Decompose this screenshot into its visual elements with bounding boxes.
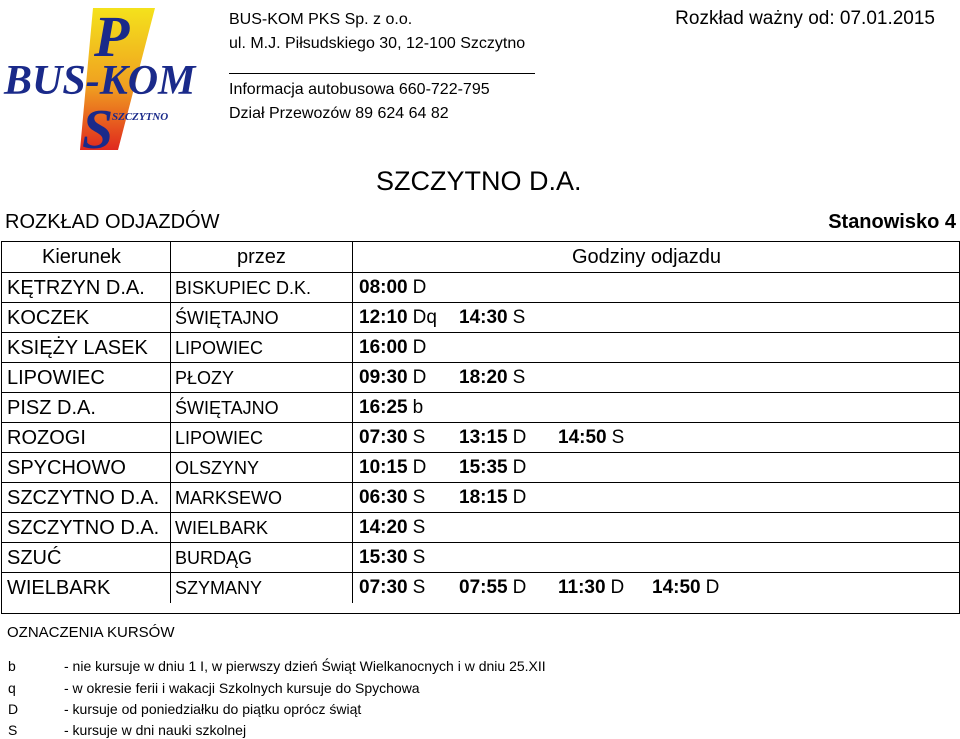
departure-hour: 12:10 <box>359 307 408 328</box>
column-divider <box>170 513 171 543</box>
column-divider <box>170 453 171 483</box>
departure-hour: 14:50 <box>558 427 607 448</box>
table-row <box>2 452 959 483</box>
row-direction: LIPOWIEC <box>7 367 105 389</box>
row-via: SZYMANY <box>175 578 263 598</box>
departure-code: S <box>412 547 426 568</box>
departure-hour: 06:30 <box>359 487 408 508</box>
departure-time <box>558 573 624 603</box>
logo-letter-s: S <box>82 99 114 160</box>
departure-hour: 14:30 <box>459 307 508 328</box>
departure-code: D <box>705 577 720 598</box>
validity-date: Rozkład ważny od: 07.01.2015 <box>675 8 935 29</box>
departure-hour: 18:15 <box>459 487 508 508</box>
departure-hour: 14:50 <box>652 577 701 598</box>
departure-time <box>459 453 526 483</box>
departure-time <box>459 363 525 393</box>
departure-code: D <box>512 457 527 478</box>
column-divider <box>352 242 353 272</box>
departure-code: D <box>610 577 625 598</box>
row-via: BISKUPIEC D.K. <box>175 278 312 298</box>
departure-time <box>359 363 426 393</box>
legend-code: q <box>8 680 16 696</box>
legend-text: - nie kursuje w dniu 1 I, w pierwszy dzień Świąt Wielkanocnych i w dniu 25.XII <box>64 658 546 674</box>
departure-hour: 07:30 <box>359 577 408 598</box>
departure-time <box>359 303 437 333</box>
departure-time <box>359 573 425 603</box>
bus-info: Informacja autobusowa 660-722-795 <box>229 81 490 98</box>
departure-time <box>359 543 425 573</box>
departure-hour: 16:25 <box>359 397 408 418</box>
row-direction: PISZ D.A. <box>7 397 96 419</box>
column-divider <box>170 483 171 513</box>
page-title: ROZKŁAD ODJAZDÓW <box>5 211 220 233</box>
row-via: WIELBARK <box>175 518 269 538</box>
header-via: przez <box>237 246 286 268</box>
departure-time <box>359 453 426 483</box>
departure-code: D <box>412 337 427 358</box>
departure-time <box>359 333 426 363</box>
legend-title: OZNACZENIA KURSÓW <box>7 624 175 641</box>
departure-time <box>459 423 526 453</box>
departure-code: D <box>412 457 427 478</box>
logo-bus-kom: BUS-KOM <box>4 58 196 104</box>
row-via: OLSZYNY <box>175 458 260 478</box>
transport-dept: Dział Przewozów 89 624 64 82 <box>229 105 449 122</box>
row-via: MARKSEWO <box>175 488 283 508</box>
column-divider <box>170 543 171 573</box>
row-via: ŚWIĘTAJNO <box>175 398 279 418</box>
departure-code: S <box>611 427 625 448</box>
table-row <box>2 362 959 393</box>
departure-code: S <box>512 367 526 388</box>
legend-text: - w okresie ferii i wakacji Szkolnych kursuje do Spychowa <box>64 680 420 696</box>
departure-time <box>359 483 425 513</box>
column-divider <box>170 333 171 363</box>
column-divider <box>170 242 171 272</box>
row-via: LIPOWIEC <box>175 428 264 448</box>
column-divider <box>352 303 353 333</box>
column-divider <box>352 273 353 303</box>
row-via: ŚWIĘTAJNO <box>175 308 279 328</box>
row-direction: SZCZYTNO D.A. <box>7 487 160 509</box>
departure-time <box>459 483 526 513</box>
platform-label: Stanowisko 4 <box>828 211 956 233</box>
column-divider <box>352 333 353 363</box>
departure-code: S <box>512 307 526 328</box>
legend-text: - kursuje w dni nauki szkolnej <box>64 722 247 738</box>
column-divider <box>170 573 171 603</box>
legend-code: b <box>8 658 16 674</box>
departure-hour: 08:00 <box>359 277 408 298</box>
departure-code: D <box>412 277 427 298</box>
departure-time <box>359 393 423 423</box>
legend-code: D <box>8 701 19 717</box>
logo-letter-p: P <box>94 4 130 69</box>
departure-hour: 16:00 <box>359 337 408 358</box>
departure-hour: 18:20 <box>459 367 508 388</box>
row-via: BURDĄG <box>175 548 253 568</box>
header-direction: Kierunek <box>42 246 121 268</box>
header-times: Godziny odjazdu <box>572 246 721 268</box>
column-divider <box>352 423 353 453</box>
table-row <box>2 572 959 603</box>
table-row <box>2 512 959 543</box>
row-direction: WIELBARK <box>7 577 111 599</box>
departure-time <box>652 573 719 603</box>
departure-code: D <box>512 487 527 508</box>
row-direction: SZCZYTNO D.A. <box>7 517 160 539</box>
departure-code: D <box>412 367 427 388</box>
row-via: PŁOZY <box>175 368 235 388</box>
table-row <box>2 482 959 513</box>
legend-code: S <box>8 722 18 738</box>
departure-hour: 07:55 <box>459 577 508 598</box>
station-name: SZCZYTNO D.A. <box>376 166 582 196</box>
company-logo <box>0 0 215 160</box>
row-direction: ROZOGI <box>7 427 86 449</box>
company-address: ul. M.J. Piłsudskiego 30, 12-100 Szczytno <box>229 35 526 52</box>
table-row <box>2 272 959 303</box>
row-direction: KĘTRZYN D.A. <box>7 277 145 299</box>
column-divider <box>352 393 353 423</box>
column-divider <box>170 363 171 393</box>
row-direction: KOCZEK <box>7 307 90 329</box>
departure-time <box>359 273 426 303</box>
departure-hour: 15:30 <box>359 547 408 568</box>
departure-time <box>359 423 425 453</box>
departure-hour: 11:30 <box>558 577 606 598</box>
departure-hour: 07:30 <box>359 427 408 448</box>
table-row <box>2 302 959 333</box>
column-divider <box>352 573 353 603</box>
departure-time <box>558 423 624 453</box>
departure-code: S <box>412 577 426 598</box>
table-row <box>2 422 959 453</box>
departure-hour: 10:15 <box>359 457 408 478</box>
departure-code: S <box>412 427 426 448</box>
column-divider <box>170 393 171 423</box>
departure-code: S <box>412 517 426 538</box>
column-divider <box>352 483 353 513</box>
departure-hour: 15:35 <box>459 457 508 478</box>
departure-code: Dq <box>412 307 437 328</box>
departure-time <box>359 513 425 543</box>
row-via: LIPOWIEC <box>175 338 264 358</box>
departure-time <box>459 573 526 603</box>
column-divider <box>170 273 171 303</box>
company-name: BUS-KOM PKS Sp. z o.o. <box>229 11 413 28</box>
column-divider <box>170 303 171 333</box>
departure-time <box>459 303 525 333</box>
column-divider <box>352 543 353 573</box>
row-direction: SZUĆ <box>7 547 62 569</box>
table-row <box>2 542 959 573</box>
logo-sub: SZCZYTNO <box>112 111 169 123</box>
departure-code: D <box>512 577 527 598</box>
row-direction: SPYCHOWO <box>7 457 126 479</box>
departure-code: b <box>412 397 424 418</box>
departures-table <box>1 241 960 614</box>
departure-code: D <box>512 427 527 448</box>
legend-text: - kursuje od poniedziałku do piątku oprócz świąt <box>64 701 362 717</box>
row-direction: KSIĘŻY LASEK <box>7 337 148 359</box>
departure-hour: 14:20 <box>359 517 408 538</box>
table-row <box>2 392 959 423</box>
departure-hour: 09:30 <box>359 367 408 388</box>
column-divider <box>352 513 353 543</box>
departure-hour: 13:15 <box>459 427 508 448</box>
column-divider <box>352 453 353 483</box>
table-row <box>2 332 959 363</box>
header-rule <box>229 73 535 74</box>
column-divider <box>352 363 353 393</box>
column-divider <box>170 423 171 453</box>
departure-code: S <box>412 487 426 508</box>
